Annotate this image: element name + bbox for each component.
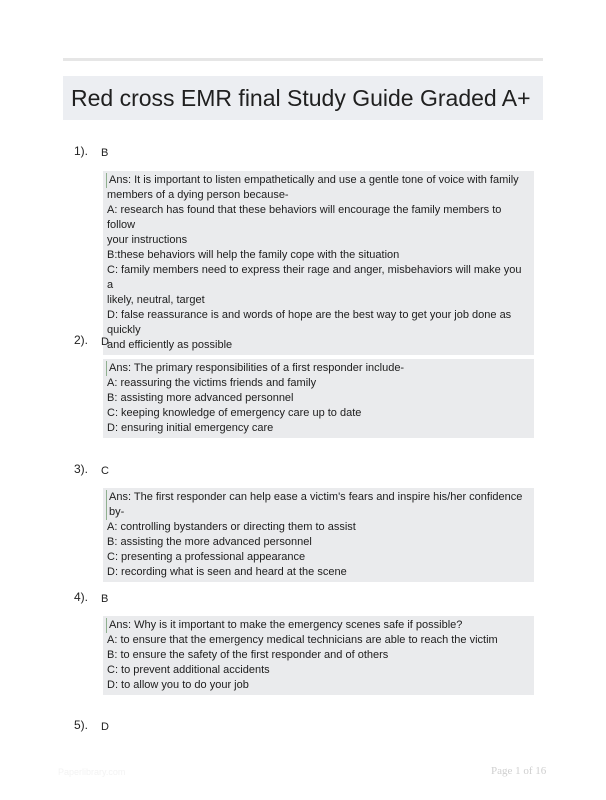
option-line: your instructions — [107, 234, 188, 246]
question-number: 4). — [74, 590, 89, 604]
option-line: D: ensuring initial emergency care — [107, 422, 274, 434]
option-line: D: to allow you to do your job — [107, 679, 249, 691]
page-number: Page 1 of 16 — [491, 765, 547, 777]
question-line: Ans: Why is it important to make the emergency scenes safe if possible? — [106, 618, 530, 633]
question-line: Ans: The primary responsibilities of a first responder include- — [106, 361, 530, 376]
footer-watermark: Paperlibrary.com — [58, 767, 126, 777]
option-line: B: to ensure the safety of the first responder and of others — [107, 649, 389, 661]
question-text-box — [103, 488, 534, 582]
option-line: A: controlling bystanders or directing them to assist — [107, 521, 356, 533]
question-header — [0, 143, 606, 163]
option-line: A: to ensure that the emergency medical technicians are able to reach the victim — [107, 634, 498, 646]
question-text-box — [103, 616, 534, 695]
title-banner — [63, 76, 543, 120]
question-text-box — [103, 171, 534, 355]
question-4 — [0, 589, 606, 691]
option-line: C: family members need to express their rage and anger, misbehaviors will make you a — [107, 264, 522, 291]
option-line: C: to prevent additional accidents — [107, 664, 270, 676]
option-line: and efficiently as possible — [107, 339, 233, 351]
question-5 — [0, 717, 606, 737]
answer-letter: D — [101, 721, 109, 733]
option-line: C: keeping knowledge of emergency care up to date — [107, 407, 362, 419]
option-line: B: assisting more advanced personnel — [107, 392, 294, 404]
option-line: likely, neutral, target — [107, 294, 205, 306]
question-2 — [0, 332, 606, 434]
option-line: C: presenting a professional appearance — [107, 551, 306, 563]
answer-letter: C — [101, 465, 109, 477]
question-header — [0, 717, 606, 737]
question-number: 2). — [74, 333, 89, 347]
option-line: A: reassuring the victims friends and family — [107, 377, 317, 389]
question-header — [0, 589, 606, 609]
option-line: D: recording what is seen and heard at the scene — [107, 566, 347, 578]
question-header — [0, 332, 606, 352]
answer-letter: B — [101, 593, 109, 605]
option-line: A: research has found that these behaviors will encourage the family members to follow — [107, 204, 502, 231]
question-1 — [0, 143, 606, 351]
top-divider — [63, 58, 543, 61]
answer-letter: D — [101, 336, 109, 348]
question-number: 3). — [74, 462, 89, 476]
question-number: 5). — [74, 718, 89, 732]
page-title: Red cross EMR final Study Guide Graded A+ — [71, 85, 531, 111]
option-line: B: assisting the more advanced personnel — [107, 536, 312, 548]
question-text-box — [103, 359, 534, 438]
question-header — [0, 461, 606, 481]
question-line: Ans: The first responder can help ease a victim's fears and inspire his/her confidence by- — [106, 490, 530, 520]
question-3 — [0, 461, 606, 578]
question-number: 1). — [74, 144, 89, 158]
answer-letter: B — [101, 147, 109, 159]
option-line: D: false reassurance is and words of hope are the best way to get your job done as quickly — [107, 309, 512, 336]
question-line: members of a dying person because- — [107, 189, 289, 201]
question-line: Ans: It is important to listen empathetically and use a gentle tone of voice with family — [106, 173, 530, 188]
option-line: B:these behaviors will help the family cope with the situation — [107, 249, 400, 261]
